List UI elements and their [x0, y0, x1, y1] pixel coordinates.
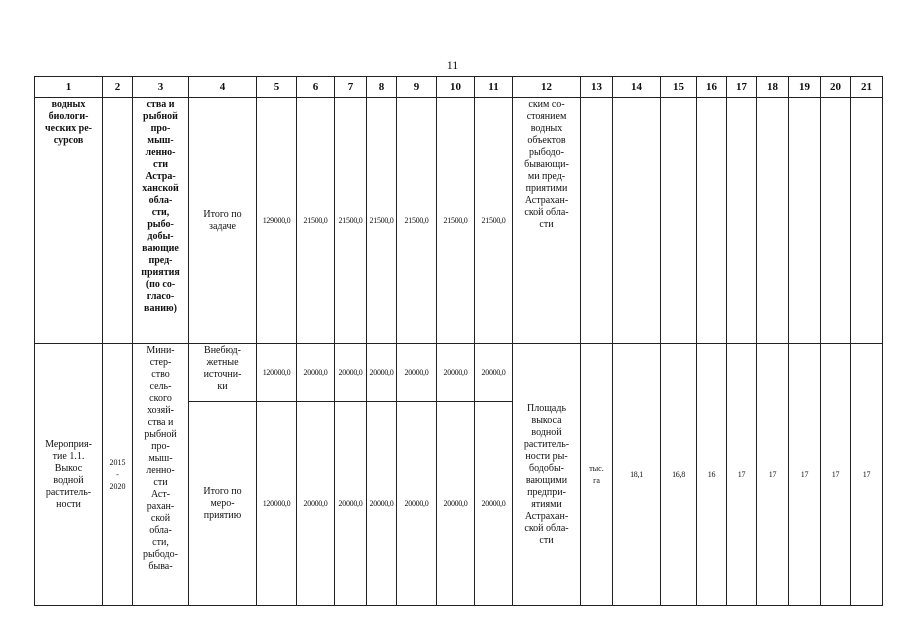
amount-2019-cell: 20000,0 [437, 402, 475, 606]
header-cell: 8 [367, 77, 397, 98]
indicator-value-cell: 17 [821, 344, 851, 606]
measure-unit-cell: тыс. га [581, 344, 613, 606]
header-cell: 1 [35, 77, 103, 98]
amount-2019-cell: 21500,0 [437, 98, 475, 344]
amount-2017-cell: 20000,0 [367, 344, 397, 402]
indicator-value-cell: 17 [789, 344, 821, 606]
header-cell: 13 [581, 77, 613, 98]
indicator-value-cell [851, 98, 883, 344]
task-name-cell: водных биологи- ческих ре- сурсов [35, 98, 103, 344]
page-number: 11 [446, 58, 459, 72]
unit-cell [581, 98, 613, 344]
header-cell: 18 [757, 77, 789, 98]
measure-period-cell: 2015 - 2020 [103, 344, 133, 606]
amount-2016-cell: 20000,0 [335, 344, 367, 402]
amount-total-cell: 129000,0 [257, 98, 297, 344]
measure-name-cell: Мероприя- тие 1.1. Выкос водной раститель- ности [35, 344, 103, 606]
header-cell: 7 [335, 77, 367, 98]
header-cell: 5 [257, 77, 297, 98]
header-cell: 3 [133, 77, 189, 98]
amount-2017-cell: 20000,0 [367, 402, 397, 606]
indicator-value-cell: 16 [697, 344, 727, 606]
amount-2020-cell: 21500,0 [475, 98, 513, 344]
indicator-value-cell [613, 98, 661, 344]
amount-2020-cell: 20000,0 [475, 402, 513, 606]
amount-2015-cell: 21500,0 [297, 98, 335, 344]
period-cell [103, 98, 133, 344]
table-row-extrabudget [35, 344, 883, 402]
header-cell: 10 [437, 77, 475, 98]
indicator-value-cell [697, 98, 727, 344]
indicator-value-cell: 17 [727, 344, 757, 606]
amount-2016-cell: 20000,0 [335, 402, 367, 606]
header-cell: 4 [189, 77, 257, 98]
amount-2018-cell: 20000,0 [397, 402, 437, 606]
amount-total-cell: 120000,0 [257, 402, 297, 606]
amount-total-cell: 120000,0 [257, 344, 297, 402]
indicator-cell: ским со- стоянием водных объектов рыбодо- бывающи- ми пред- приятими Астрахан- ской обла- сти [513, 98, 581, 344]
amount-2020-cell: 20000,0 [475, 344, 513, 402]
header-cell: 6 [297, 77, 335, 98]
indicator-value-cell [789, 98, 821, 344]
indicator-value-cell: 17 [851, 344, 883, 606]
header-cell: 21 [851, 77, 883, 98]
header-cell: 9 [397, 77, 437, 98]
amount-2015-cell: 20000,0 [297, 402, 335, 606]
amount-2017-cell: 21500,0 [367, 98, 397, 344]
header-cell: 14 [613, 77, 661, 98]
indicator-value-cell [727, 98, 757, 344]
indicator-value-cell: 18,1 [613, 344, 661, 606]
header-cell: 15 [661, 77, 697, 98]
measure-indicator-cell: Площадь выкоса водной раститель- ности ры- бодобы- вающими предпри- ятиями Астрахан- ской обла- сти [513, 344, 581, 606]
header-cell: 16 [697, 77, 727, 98]
header-row [35, 77, 883, 98]
header-cell: 11 [475, 77, 513, 98]
header-cell: 17 [727, 77, 757, 98]
table-row-task-total [35, 98, 883, 344]
measure-executor-cell: Мини- стер- ство сель- ского хозяй- ства и рыбной про- мыш- ленно- сти Аст- рахан- ской обла- сти, рыбодо- быва- [133, 344, 189, 606]
header-cell: 19 [789, 77, 821, 98]
funding-source-cell: Итого по меро- приятию [189, 402, 257, 606]
header-cell: 2 [103, 77, 133, 98]
header-cell: 20 [821, 77, 851, 98]
amount-2015-cell: 20000,0 [297, 344, 335, 402]
executor-cell: ства и рыбной про- мыш- ленно- сти Астра- ханской обла- сти, рыбо- добы- вающие пред- приятия (по со- гласо- ванию) [133, 98, 189, 344]
indicator-value-cell: 17 [757, 344, 789, 606]
indicator-value-cell: 16,8 [661, 344, 697, 606]
amount-2019-cell: 20000,0 [437, 344, 475, 402]
funding-source-cell: Внебюд- жетные источни- ки [189, 344, 257, 402]
header-cell: 12 [513, 77, 581, 98]
program-table [34, 76, 883, 606]
amount-2016-cell: 21500,0 [335, 98, 367, 344]
indicator-value-cell [821, 98, 851, 344]
amount-2018-cell: 20000,0 [397, 344, 437, 402]
indicator-value-cell [661, 98, 697, 344]
amount-2018-cell: 21500,0 [397, 98, 437, 344]
indicator-value-cell [757, 98, 789, 344]
funding-source-cell: Итого по задаче [189, 98, 257, 344]
